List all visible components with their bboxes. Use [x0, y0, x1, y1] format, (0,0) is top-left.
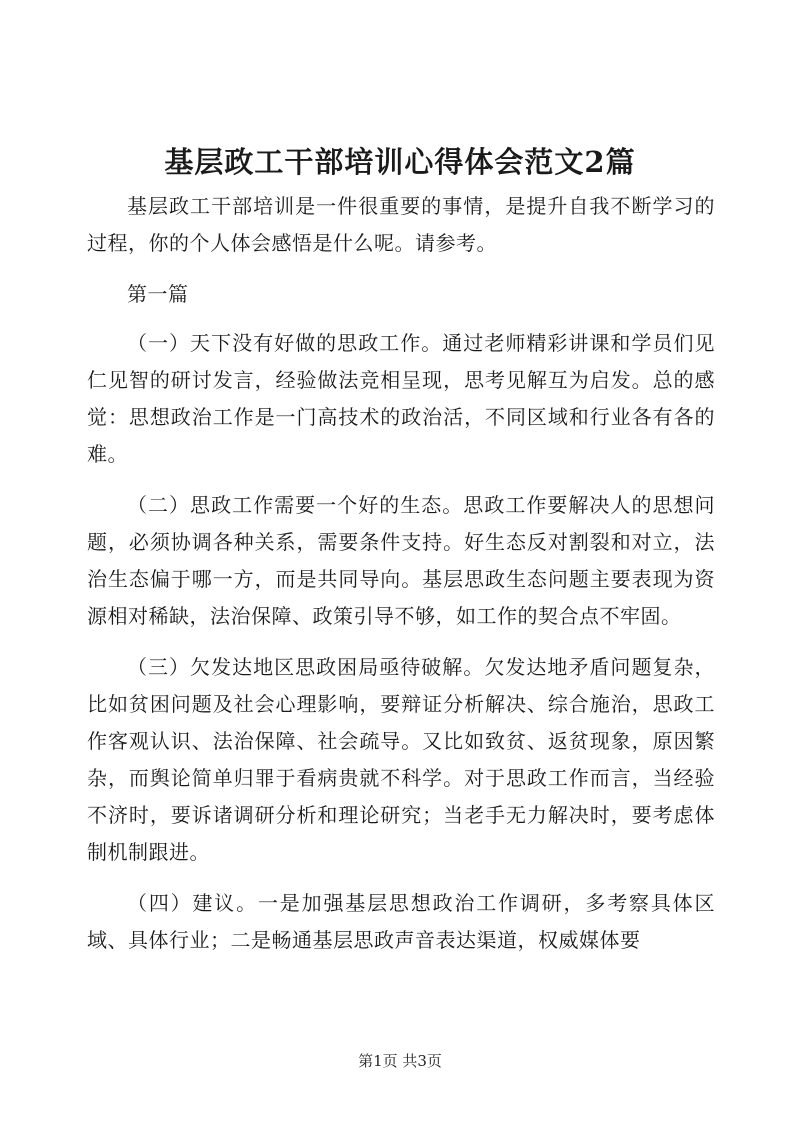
- section-heading: 第一篇: [127, 282, 189, 306]
- body-paragraph-3: （三）欠发达地区思政困局亟待破解。欠发达地矛盾问题复杂，比如贫困问题及社会心理影响，要辩证分析解决、综合施治，思政工作客观认识、法治保障、社会疏导。又比如致贫、返贫现象，原因繁杂，而舆论简单归罪于看病贵就不科学。对于思政工作而言，当经验不济时，要诉诸调研分析和理论研究；当老手无力解决时，要考虑体制机制跟进。: [87, 655, 715, 864]
- document-body: [87, 188, 715, 973]
- body-paragraph-2: （二）思政工作需要一个好的生态。思政工作要解决人的思想问题，必须协调各种关系，需要条件支持。好生态反对割裂和对立，法治生态偏于哪一方，而是共同导向。基层思政生态问题主要表现为资源相对稀缺，法治保障、政策引导不够，如工作的契合点不牢固。: [87, 493, 715, 628]
- body-paragraph-4: （四）建议。一是加强基层思想政治工作调研，多考察具体区域、具体行业；二是畅通基层思政声音表达渠道，权威媒体要: [87, 891, 715, 952]
- intro-paragraph: 基层政工干部培训是一件很重要的事情，是提升自我不断学习的过程，你的个人体会感悟是什么呢。请参考。: [87, 194, 715, 255]
- document-title: 基层政工干部培训心得体会范文2篇: [164, 145, 636, 179]
- body-paragraph-1: （一）天下没有好做的思政工作。通过老师精彩讲课和学员们见仁见智的研讨发言，经验做法竞相呈现，思考见解互为启发。总的感觉：思想政治工作是一门高技术的政治活，不同区域和行业各有各的难。: [87, 331, 715, 466]
- page-footer: 第1页 共3页: [358, 1052, 442, 1070]
